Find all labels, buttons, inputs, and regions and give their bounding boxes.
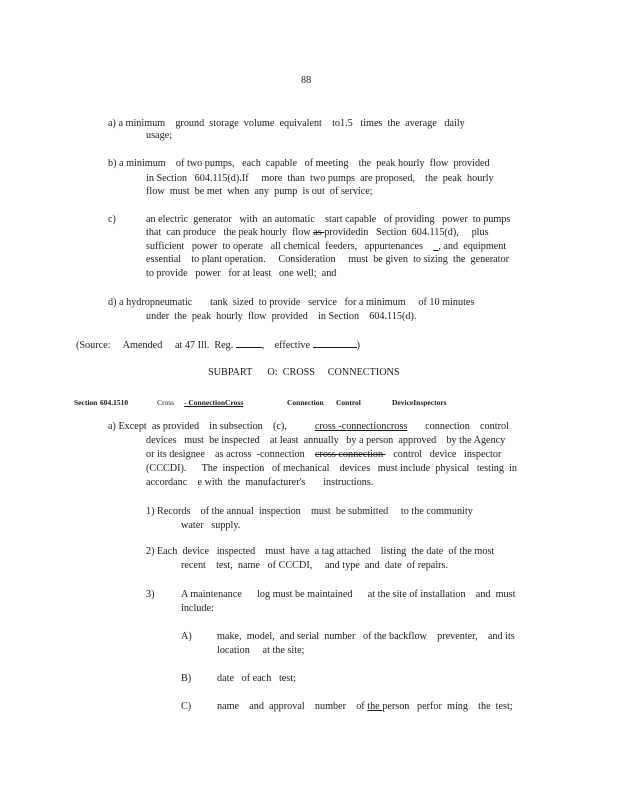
item-c-line-2-a: that can produce the peak hourly flow <box>146 227 314 238</box>
source-mid: , effective <box>261 340 313 351</box>
item-b-line-1: b) a minimum of two pumps, each capable of meeting the peak hourly flow provided <box>108 158 490 169</box>
sec-a-line-3-b: control device inspector <box>385 449 502 460</box>
sec-a-underline: cross -connectioncross <box>314 421 408 432</box>
item-c-line-3 <box>146 240 506 253</box>
section-word-device-inspectors: DeviceInspectors <box>392 398 447 407</box>
sec-a-line-2: devices must be inspected at least annually by a person approved by the Agency <box>146 435 506 446</box>
sec-a-line-1-b: connection control <box>407 421 509 432</box>
sec-1-line-2: water supply. <box>181 520 241 531</box>
sec-a-line-3-a: or its designee as across -connection <box>146 449 315 460</box>
section-word-connection-cross: - ConnectionCross <box>184 398 244 407</box>
sub-b-label: B) <box>181 673 192 684</box>
sub-c-underline: the <box>367 701 383 712</box>
section-word-control: Control <box>336 398 361 407</box>
item-b-line-2: in Section 604.115(d).If more than two pumps are proposed, the peak hourly <box>146 173 494 184</box>
sec-a-line-4: (CCCDI). The inspection of mechanical devices must include physical testing in <box>146 463 518 474</box>
sec-a-line-1-a: a) Except as provided in subsection (c), <box>108 421 315 432</box>
item-c-strikethrough: as <box>313 227 325 238</box>
sec-3-line-2: include: <box>181 603 214 614</box>
section-word-cross: Cross <box>157 398 175 407</box>
sec-2-line-2: recent test, name of CCCDI, and type and date of repairs. <box>181 560 449 571</box>
item-d-line-1: d) a hydropneumatic tank sized to provide service for a minimum of 10 minutes <box>108 297 475 308</box>
sec-a-strikethrough: cross connection <box>314 449 386 460</box>
sec-a-line-3 <box>146 448 501 461</box>
page-number: 88 <box>301 75 312 86</box>
item-c-line-4: essential to plant operation. Consideration must be given to sizing the generator <box>146 254 509 265</box>
item-c-line-5: to provide power for at least one well; and <box>146 268 337 279</box>
sec-1-line-1: 1) Records of the annual inspection must be submitted to the community <box>146 506 473 517</box>
sub-b-line-1: date of each test; <box>217 673 296 684</box>
sub-c-label: C) <box>181 701 192 712</box>
item-b-line-3: flow must be met when any pump is out of service; <box>146 186 373 197</box>
item-c-line-3-a: sufficient power to operate all chemical feeders, appurtenances <box>146 241 434 252</box>
section-label: Section <box>74 398 98 407</box>
sub-c-line-1-b: person perfor ming the test; <box>382 701 513 712</box>
item-c-line-2 <box>146 226 489 239</box>
item-d-line-2: under the peak hourly flow provided in Section 604.115(d). <box>146 311 417 322</box>
sec-2-line-1: 2) Each device inspected must have a tag attached listing the date of the most <box>146 546 495 557</box>
subpart-heading: SUBPART O: CROSS CONNECTIONS <box>208 367 400 378</box>
item-c-line-1: an electric generator with an automatic start capable of providing power to pumps <box>146 214 511 225</box>
sec-3-label: 3) <box>146 589 155 600</box>
sub-a-line-2: location at the site; <box>217 645 305 656</box>
item-c-line-2-b: providedin Section 604.115(d), plus <box>324 227 489 238</box>
sec-3-line-1: A maintenance log must be maintained at the site of installation and must <box>181 589 516 600</box>
sub-c-line-1-a: name and approval number of <box>217 701 368 712</box>
source-prefix: (Source: Amended at 47 Ill. Reg. <box>76 340 236 351</box>
sec-a-line-5: accordanc e with the manufacturer's instructions. <box>146 477 374 488</box>
section-number: 604.1510 <box>100 398 129 407</box>
sub-a-line-1: make, model, and serial number of the backflow preventer, and its <box>217 631 515 642</box>
source-note <box>76 338 360 352</box>
effective-date-blank <box>313 338 357 348</box>
section-word-connection: Connection <box>287 398 324 407</box>
item-c-label: c) <box>108 214 116 225</box>
sec-a-line-1 <box>108 420 509 433</box>
item-c-line-3-b: , and equipment <box>438 241 507 252</box>
item-a-line-1: a) a minimum ground storage volume equivalent to1.5 times the average daily <box>108 118 465 129</box>
sub-c-line-1 <box>217 700 513 713</box>
sub-a-label: A) <box>181 631 192 642</box>
source-suffix: ) <box>356 340 360 351</box>
register-issue-blank <box>236 338 262 348</box>
item-a-line-2: usage; <box>146 130 173 141</box>
